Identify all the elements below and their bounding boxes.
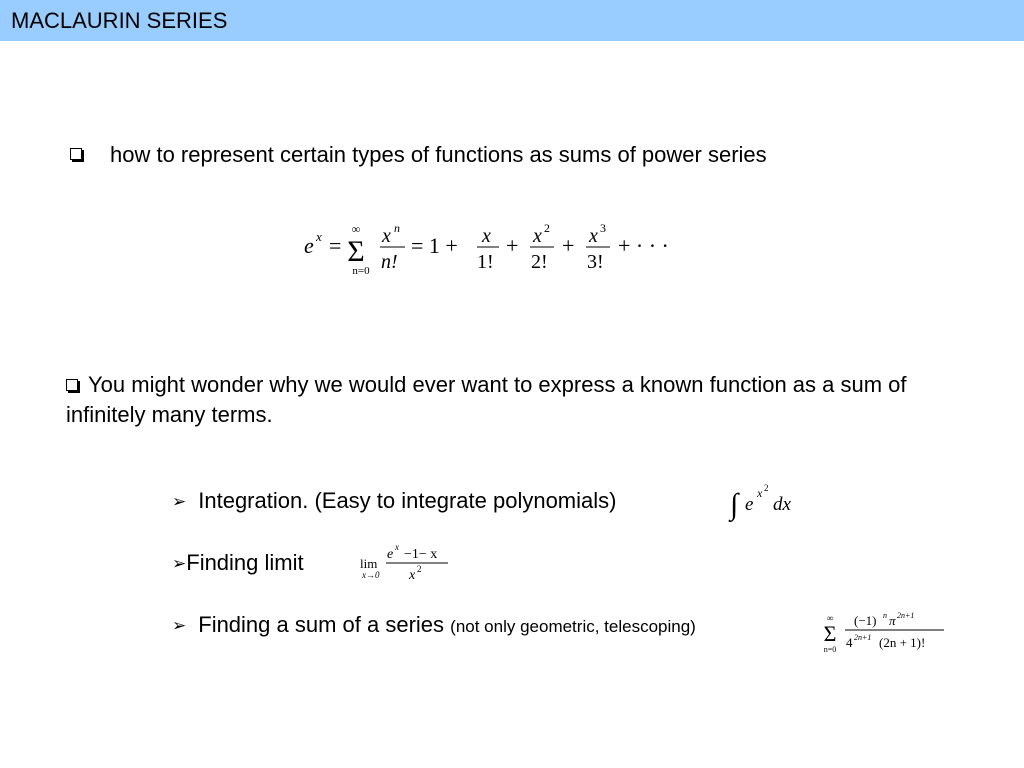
sigma-icon: Σ <box>823 621 837 646</box>
t1-num: x <box>482 225 491 247</box>
ss-num: (−1) <box>854 613 877 628</box>
exp-maclaurin-equation <box>300 218 680 282</box>
bullet-text: how to represent certain types of functions as sums of power series <box>110 142 767 167</box>
plus-sign: + <box>506 233 519 258</box>
t3-num: x <box>589 225 598 247</box>
arrow-bullet-icon: ➢ <box>172 492 187 511</box>
t2-num: x <box>533 225 542 247</box>
lim-den: x <box>409 568 416 583</box>
ss-pi-exp: 2n+1 <box>897 611 915 620</box>
sub-item-text: Finding a sum of a series <box>198 612 445 637</box>
plus-sign: + <box>562 233 575 258</box>
ss-den-rest: (2n + 1)! <box>879 635 926 650</box>
bullet-wonder <box>66 370 946 430</box>
slide-title: MACLAURIN SERIES <box>11 8 228 33</box>
sum-lower: n=0 <box>352 265 370 277</box>
term-num: x <box>382 225 391 247</box>
t2-exp: 2 <box>544 221 550 235</box>
arrow-bullet-icon: ➢ <box>172 554 187 573</box>
limit-expression <box>358 540 454 588</box>
lim-num-e: e <box>387 547 394 562</box>
ss-pi: π <box>889 613 896 628</box>
series-sum-expression <box>816 608 952 656</box>
lim-sub: x→0 <box>362 570 380 580</box>
sum-upper: ∞ <box>826 613 834 623</box>
square-bullet-icon <box>66 379 78 391</box>
term-den: n! <box>381 251 398 273</box>
integral-sign-icon: ∫ <box>730 488 739 521</box>
lim-num-exp: x <box>395 542 399 552</box>
arrow-bullet-icon: ➢ <box>172 616 187 635</box>
ss-den-exp: 2n+1 <box>854 633 872 642</box>
sub-item-limit <box>172 550 304 578</box>
integral-x-exp: 2 <box>764 483 769 493</box>
sub-item-text: Integration. (Easy to integrate polynomials) <box>198 488 617 513</box>
t3-den: 3! <box>587 251 604 273</box>
sub-item-text: Finding limit <box>186 550 304 575</box>
ss-num-exp: n <box>883 611 887 620</box>
sum-lower: n=0 <box>823 645 837 654</box>
t1-den: 1! <box>477 251 494 273</box>
sub-item-integration <box>172 488 616 516</box>
eq-e: e <box>304 233 314 258</box>
t2-den: 2! <box>531 251 548 273</box>
ss-den: 4 <box>846 635 853 650</box>
eq-one: = 1 + <box>411 233 458 258</box>
t3-exp: 3 <box>600 221 606 235</box>
sub-item-sum <box>172 612 696 640</box>
eq-tail: + · · · <box>618 233 669 258</box>
eq-e-exponent: x <box>316 229 322 244</box>
integral-e: e <box>745 494 754 515</box>
sum-upper: ∞ <box>351 222 361 236</box>
integral-expression <box>728 480 808 524</box>
lim-den-exp: 2 <box>417 564 422 574</box>
sub-item-note: (not only geometric, telescoping) <box>450 617 696 636</box>
eq-equals: = <box>329 233 342 258</box>
title-bar <box>0 0 1024 41</box>
integral-dx: dx <box>773 494 791 515</box>
square-bullet-icon <box>70 148 82 160</box>
lim-text: lim <box>360 556 378 571</box>
bullet-text: You might wonder why we would ever want to express a known function as a sum of infinitely many terms. <box>66 372 907 427</box>
lim-num-rest: −1− x <box>404 547 438 562</box>
integral-x: x <box>757 486 763 500</box>
sigma-icon: Σ <box>347 235 365 268</box>
term-num-exp: n <box>394 221 400 235</box>
